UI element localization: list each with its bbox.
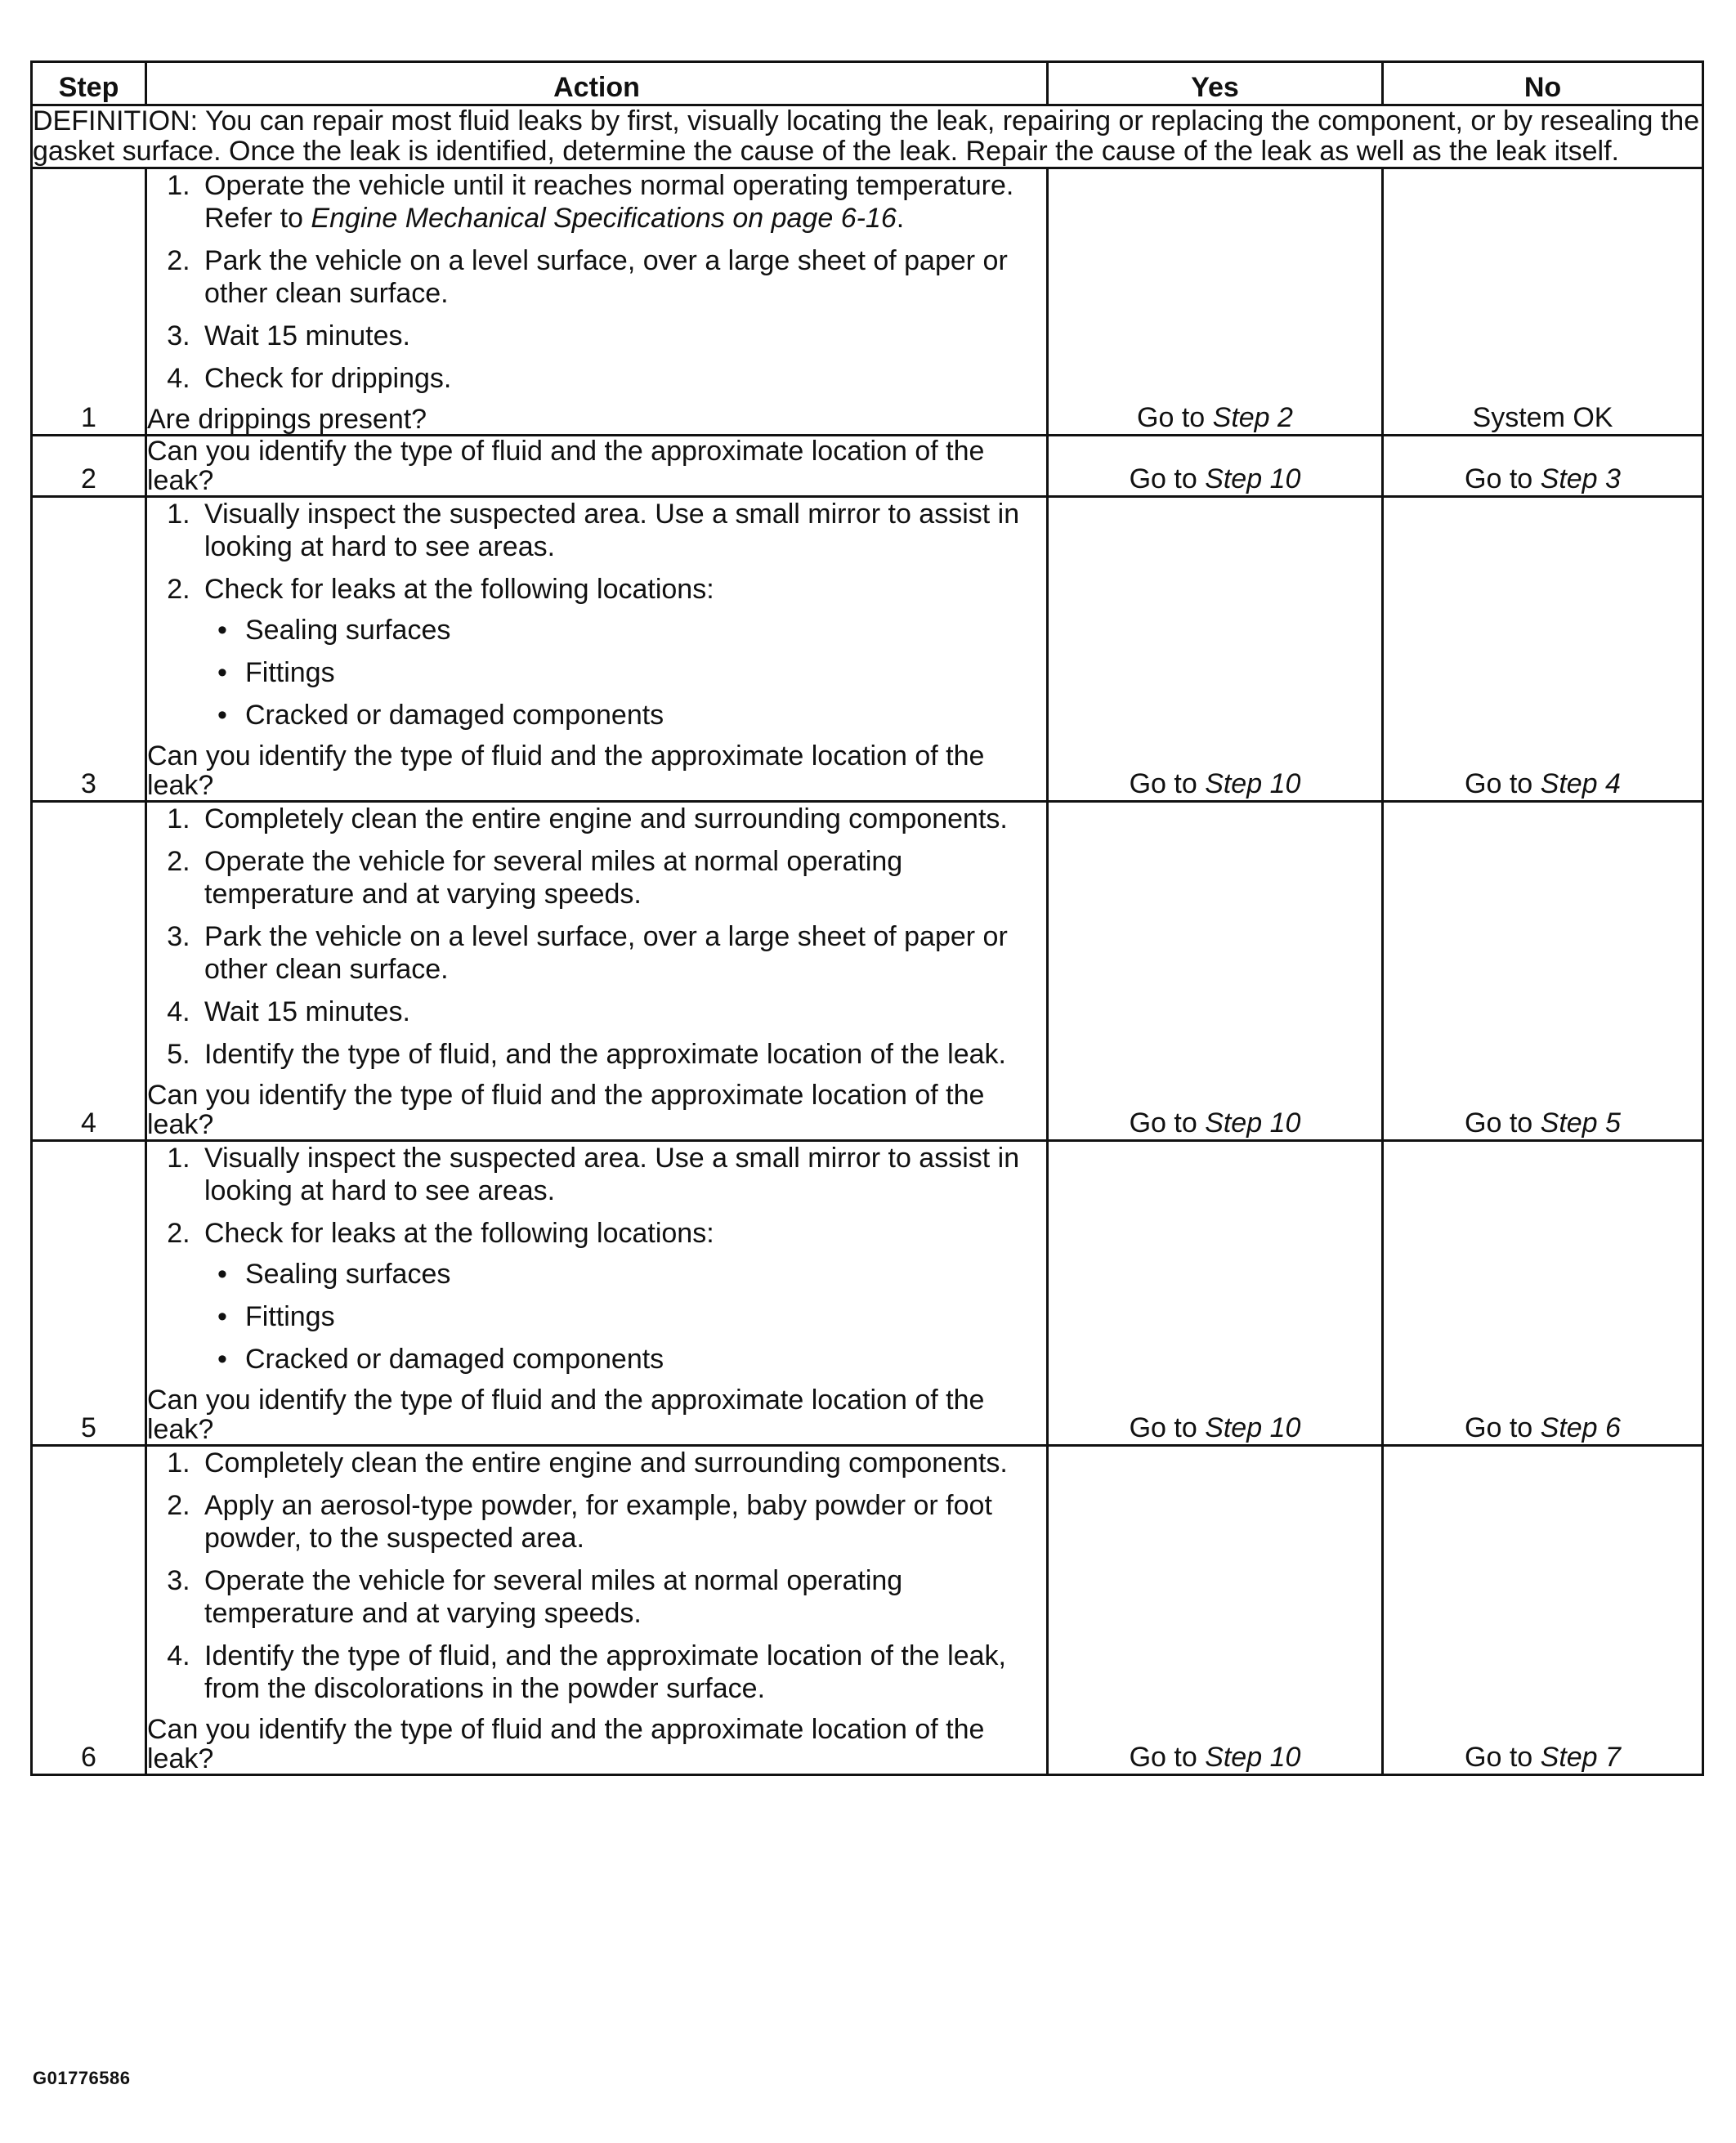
action-item-text: Park the vehicle on a level surface, over a large sheet of paper or other clean surface. (204, 921, 1008, 985)
header-action: Action (146, 62, 1048, 105)
goto-step-link[interactable]: Step 6 (1540, 1412, 1621, 1443)
location-list (204, 614, 1046, 731)
action-item-text: Park the vehicle on a level surface, over a large sheet of paper or other clean surface. (204, 245, 1008, 309)
step-row (32, 1446, 1703, 1775)
step-number: 2 (32, 436, 146, 497)
action-item-text: Check for drippings. (204, 363, 452, 394)
header-yes: Yes (1048, 62, 1383, 105)
yes-outcome (1048, 802, 1383, 1141)
yes-outcome-text: Go to (1137, 402, 1213, 433)
step-question: Can you identify the type of fluid and the approximate location of the leak? (147, 740, 985, 801)
yes-outcome (1048, 168, 1383, 436)
location-item: • Cracked or damaged components (245, 699, 1046, 731)
goto-step-link[interactable]: Step 7 (1540, 1742, 1621, 1773)
action-item-text: Apply an aerosol-type powder, for example, baby powder or foot powder, to the suspected area. (204, 1490, 992, 1554)
action-item-text: Check for leaks at the following locations: (204, 574, 714, 605)
action-cell (146, 802, 1048, 1141)
header-row (32, 62, 1703, 105)
location-item: • Cracked or damaged components (245, 1343, 1046, 1376)
step-row (32, 497, 1703, 802)
action-item-punct: . (896, 203, 905, 234)
action-item-text: Check for leaks at the following locations: (204, 1218, 714, 1249)
no-outcome (1383, 436, 1703, 497)
no-outcome-text: Go to (1465, 1742, 1541, 1773)
action-item (198, 498, 1046, 563)
no-outcome-text: Go to (1465, 768, 1541, 799)
header-no: No (1383, 62, 1703, 105)
yes-outcome (1048, 436, 1383, 497)
action-item (198, 1564, 1046, 1630)
action-item-text: Visually inspect the suspected area. Use a small mirror to assist in looking at hard to see areas. (204, 499, 1020, 562)
action-item-text: Wait 15 minutes. (204, 996, 410, 1027)
goto-step-link[interactable]: Step 2 (1212, 402, 1293, 433)
yes-outcome-text: Go to (1129, 463, 1206, 494)
goto-step-link[interactable]: Step 10 (1205, 1412, 1301, 1443)
step-question: Can you identify the type of fluid and the approximate location of the leak? (147, 436, 985, 496)
no-outcome-text: Go to (1465, 463, 1541, 494)
yes-outcome-text: Go to (1129, 768, 1206, 799)
action-cell (146, 1446, 1048, 1775)
action-item (198, 573, 1046, 731)
action-item-text: Operate the vehicle until it reaches normal operating temperature. Refer to (204, 170, 1014, 234)
location-item: • Fittings (245, 656, 1046, 689)
location-item: • Sealing surfaces (245, 1258, 1046, 1291)
spec-reference-link[interactable]: Engine Mechanical Specifications on page 6-16 (311, 203, 897, 234)
step-question: Can you identify the type of fluid and the approximate location of the leak? (147, 1385, 985, 1445)
no-outcome-text: Go to (1465, 1107, 1541, 1139)
step-number: 5 (32, 1141, 146, 1446)
step-row (32, 1141, 1703, 1446)
yes-outcome-text: Go to (1129, 1412, 1206, 1443)
action-item-text: Operate the vehicle for several miles at normal operating temperature and at varying speeds. (204, 1565, 903, 1629)
goto-step-link[interactable]: Step 3 (1540, 463, 1621, 494)
step-number: 4 (32, 802, 146, 1141)
no-outcome-text: Go to (1465, 1412, 1541, 1443)
action-item (198, 244, 1046, 310)
action-item (198, 362, 1046, 395)
goto-step-link[interactable]: Step 5 (1540, 1107, 1621, 1139)
step-question: Can you identify the type of fluid and the approximate location of the leak? (147, 1080, 985, 1140)
action-item-text: Identify the type of fluid, and the approximate location of the leak. (204, 1039, 1006, 1070)
action-list (147, 1142, 1046, 1376)
step-row (32, 802, 1703, 1141)
action-item-text: Operate the vehicle for several miles at normal operating temperature and at varying speeds. (204, 846, 903, 910)
figure-code: G01776586 (33, 2068, 131, 2088)
action-cell (146, 497, 1048, 802)
yes-outcome (1048, 1141, 1383, 1446)
definition-text: DEFINITION: You can repair most fluid leaks by first, visually locating the leak, repairing or replacing the component, or by resealing the gasket surface. Once the leak is identified, determine the cause of the leak. Repair the cause of the leak as well as the leak itself. (32, 105, 1703, 168)
action-item-text: Wait 15 minutes. (204, 320, 410, 351)
action-list (147, 1447, 1046, 1705)
action-cell (146, 1141, 1048, 1446)
action-item (198, 920, 1046, 986)
location-item: • Fittings (245, 1300, 1046, 1333)
step-number: 1 (32, 168, 146, 436)
goto-step-link[interactable]: Step 10 (1205, 463, 1301, 494)
action-item (198, 320, 1046, 352)
action-item (198, 1217, 1046, 1376)
action-item (198, 169, 1046, 235)
yes-outcome (1048, 1446, 1383, 1775)
goto-step-link[interactable]: Step 10 (1205, 1107, 1301, 1139)
goto-step-link[interactable]: Step 4 (1540, 768, 1621, 799)
diagnostic-table (30, 60, 1704, 1776)
action-item (198, 1447, 1046, 1479)
step-number: 6 (32, 1446, 146, 1775)
no-outcome (1383, 1141, 1703, 1446)
header-step: Step (32, 62, 146, 105)
no-outcome (1383, 168, 1703, 436)
action-item (198, 995, 1046, 1028)
action-item-text: Identify the type of fluid, and the approximate location of the leak, from the discolorations in the powder surface. (204, 1640, 1006, 1704)
definition-row (32, 105, 1703, 168)
no-outcome (1383, 802, 1703, 1141)
goto-step-link[interactable]: Step 10 (1205, 768, 1301, 799)
yes-outcome-text: Go to (1129, 1107, 1206, 1139)
action-item (198, 1489, 1046, 1555)
action-cell (146, 168, 1048, 436)
action-item (198, 1640, 1046, 1705)
step-question: Are drippings present? (147, 404, 427, 435)
no-outcome (1383, 1446, 1703, 1775)
yes-outcome-text: Go to (1129, 1742, 1206, 1773)
location-list (204, 1258, 1046, 1376)
yes-outcome (1048, 497, 1383, 802)
action-item (198, 803, 1046, 835)
no-outcome-text: System OK (1472, 402, 1613, 433)
step-row (32, 436, 1703, 497)
location-item: • Sealing surfaces (245, 614, 1046, 646)
action-cell (146, 436, 1048, 497)
action-list (147, 169, 1046, 395)
action-item (198, 1038, 1046, 1071)
no-outcome (1383, 497, 1703, 802)
action-item-text: Completely clean the entire engine and surrounding components. (204, 803, 1008, 834)
goto-step-link[interactable]: Step 10 (1205, 1742, 1301, 1773)
step-question: Can you identify the type of fluid and the approximate location of the leak? (147, 1714, 985, 1774)
action-item-text: Completely clean the entire engine and surrounding components. (204, 1447, 1008, 1479)
step-number: 3 (32, 497, 146, 802)
step-row (32, 168, 1703, 436)
action-item (198, 1142, 1046, 1207)
action-item (198, 845, 1046, 910)
action-item-text: Visually inspect the suspected area. Use a small mirror to assist in looking at hard to see areas. (204, 1143, 1020, 1206)
action-list (147, 498, 1046, 731)
action-list (147, 803, 1046, 1071)
